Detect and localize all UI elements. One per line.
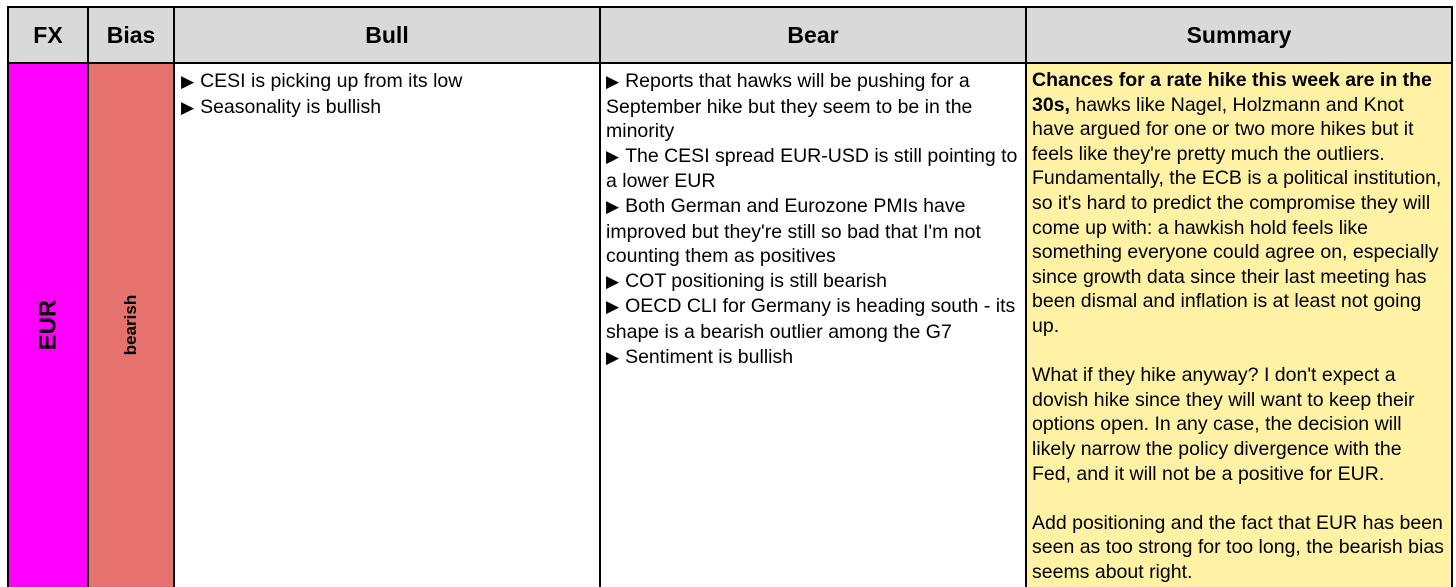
fx-cell bbox=[7, 64, 89, 587]
bear-item-text: The CESI spread EUR-USD is still pointing to a lower EUR bbox=[606, 144, 1018, 193]
bias-label: bearish bbox=[120, 294, 140, 356]
summary-paragraph bbox=[1032, 363, 1445, 486]
header-bull: Bull bbox=[173, 6, 601, 64]
bull-list bbox=[181, 69, 593, 120]
bear-item bbox=[606, 269, 1019, 295]
bullet-triangle-icon: ▶ bbox=[606, 146, 620, 166]
fx-currency-label: EUR bbox=[33, 299, 61, 351]
bear-item bbox=[606, 345, 1019, 371]
header-fx: FX bbox=[7, 6, 89, 64]
summary-text: Add positioning and the fact that EUR has been seen as too strong for too long, the bearish bias seems about right. bbox=[1032, 511, 1444, 583]
header-bear: Bear bbox=[599, 6, 1027, 64]
bear-list bbox=[606, 69, 1019, 370]
bull-item bbox=[181, 95, 593, 121]
summary-paragraph bbox=[1032, 68, 1445, 339]
bullet-triangle-icon: ▶ bbox=[181, 72, 195, 91]
bear-item bbox=[606, 144, 1019, 194]
header-summary: Summary bbox=[1025, 6, 1453, 64]
bear-cell bbox=[599, 64, 1027, 587]
bullet-triangle-icon: ▶ bbox=[181, 97, 195, 117]
bullet-triangle-icon: ▶ bbox=[606, 347, 620, 367]
bull-item-text: CESI is picking up from its low bbox=[200, 70, 463, 92]
bull-cell bbox=[173, 64, 601, 587]
bullet-triangle-icon: ▶ bbox=[606, 72, 620, 91]
bear-item bbox=[606, 294, 1019, 344]
bear-item-text: OECD CLI for Germany is heading south - its shape is a bearish outlier among the G7 bbox=[606, 295, 1016, 343]
bear-item-text: Sentiment is bullish bbox=[625, 345, 794, 368]
bullet-triangle-icon: ▶ bbox=[606, 297, 620, 317]
bear-item bbox=[606, 194, 1019, 269]
bear-item-text: Reports that hawks will be pushing for a September hike but they seem to be in the minority bbox=[606, 70, 973, 143]
bear-item bbox=[606, 69, 1019, 144]
bull-item-text: Seasonality is bullish bbox=[200, 95, 382, 118]
header-bias: Bias bbox=[87, 6, 175, 64]
bias-cell bbox=[87, 64, 175, 587]
summary-cell bbox=[1025, 64, 1453, 587]
bear-item-text: COT positioning is still bearish bbox=[625, 269, 887, 292]
bullet-triangle-icon: ▶ bbox=[606, 271, 620, 291]
summary-paragraph bbox=[1032, 511, 1445, 585]
bullet-triangle-icon: ▶ bbox=[606, 196, 620, 216]
summary-text: hawks like Nagel, Holzmann and Knot have argued for one or two more hikes but it feels like they're pretty much the outliers. Fundamentally, the ECB is a political institution, so it's hard to predict the compromise they will come up with: a hawkish hold feels like something everyone could agree on, especially since growth data since their last meeting has been dismal and inflation is at least not going up. bbox=[1032, 93, 1442, 337]
summary-highlight: Chances for a rate hike this week are in the 30s, bbox=[1032, 69, 1432, 116]
summary-text: What if they hike anyway? I don't expect a dovish hike since they will want to keep their options open. In any case, the decision will likely narrow the policy divergence with the Fed, and it will not be a positive for EUR. bbox=[1032, 364, 1415, 485]
bear-item-text: Both German and Eurozone PMIs have improved but they're still so bad that I'm not counting them as positives bbox=[606, 194, 981, 268]
bull-item bbox=[181, 69, 593, 95]
